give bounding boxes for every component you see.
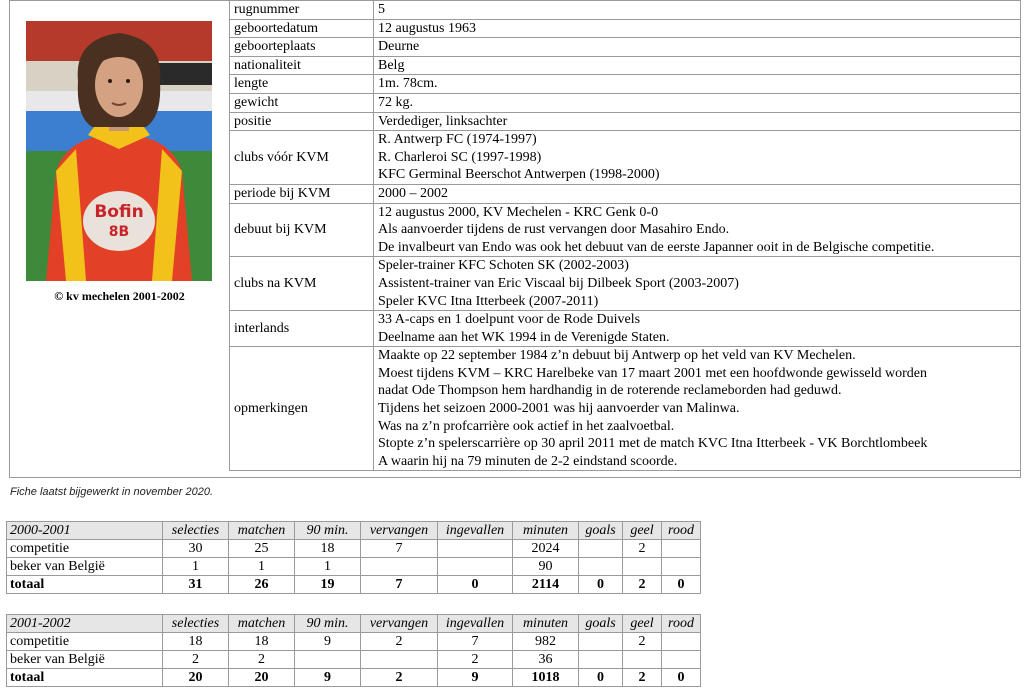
info-value-line: Assistent-trainer van Eric Viscaal bij Dilbeek Sport (2003-2007) bbox=[378, 275, 739, 291]
info-value-line: Speler KVC Itna Itterbeek (2007-2011) bbox=[378, 293, 599, 309]
info-value bbox=[374, 257, 1021, 311]
stats-header-row bbox=[7, 522, 701, 540]
info-label: interlands bbox=[230, 311, 374, 347]
player-photo bbox=[26, 21, 212, 281]
svg-text:Bofin: Bofin bbox=[94, 202, 144, 222]
info-row bbox=[230, 19, 1021, 38]
update-note: Fiche laatst bijgewerkt in november 2020. bbox=[10, 486, 213, 498]
info-value bbox=[374, 131, 1021, 185]
info-value-line: KFC Germinal Beerschot Antwerpen (1998-2000) bbox=[378, 167, 660, 183]
info-value bbox=[374, 75, 1021, 94]
stats-cell: 982 bbox=[513, 633, 579, 651]
info-value bbox=[374, 347, 1021, 471]
info-value bbox=[374, 203, 1021, 257]
stats-cell: 0 bbox=[579, 669, 623, 687]
stats-cell: 2 bbox=[623, 633, 662, 651]
stats-row bbox=[7, 540, 701, 558]
stats-cell: 20 bbox=[163, 669, 229, 687]
stats-row-label: competitie bbox=[7, 540, 163, 558]
info-row bbox=[230, 311, 1021, 347]
info-value-line: 5 bbox=[378, 2, 385, 17]
stats-header-row bbox=[7, 615, 701, 633]
stats-cell bbox=[579, 540, 623, 558]
info-row bbox=[230, 184, 1021, 203]
info-value-line: Stopte z’n spelerscarrière op 30 april 2011 met de match KVC Itna Itterbeek - VK Borchtlombeek bbox=[378, 436, 928, 452]
stats-cell: 1 bbox=[163, 558, 229, 576]
info-row bbox=[230, 38, 1021, 57]
stats-column-header: rood bbox=[662, 522, 701, 540]
stats-cell bbox=[438, 540, 513, 558]
info-value-line: Verdediger, linksachter bbox=[378, 113, 508, 129]
season-label: 2000-2001 bbox=[7, 522, 163, 540]
info-value bbox=[374, 56, 1021, 75]
stats-column-header: minuten bbox=[513, 522, 579, 540]
stats-column-header: 90 min. bbox=[295, 522, 361, 540]
info-value-line: A waarin hij na 79 minuten de 2-2 eindstand scoorde. bbox=[378, 453, 678, 469]
info-value-line: Deelname aan het WK 1994 in de Verenigde Staten. bbox=[378, 329, 670, 345]
stats-row bbox=[7, 651, 701, 669]
stats-column-header: rood bbox=[662, 615, 701, 633]
info-value bbox=[374, 112, 1021, 131]
stats-cell: 2114 bbox=[513, 576, 579, 594]
info-row bbox=[230, 203, 1021, 257]
stats-column-header: geel bbox=[623, 522, 662, 540]
info-value bbox=[374, 311, 1021, 347]
stats-cell: 7 bbox=[438, 633, 513, 651]
stats-cell bbox=[662, 540, 701, 558]
stats-cell bbox=[623, 651, 662, 669]
info-value-line: 12 augustus 2000, KV Mechelen - KRC Genk 0-0 bbox=[378, 204, 659, 220]
stats-row bbox=[7, 576, 701, 594]
photo-cell bbox=[10, 1, 229, 477]
svg-text:8B: 8B bbox=[108, 224, 130, 240]
stats-cell: 2024 bbox=[513, 540, 579, 558]
stats-row bbox=[7, 669, 701, 687]
stats-cell: 18 bbox=[163, 633, 229, 651]
stats-cell: 2 bbox=[623, 540, 662, 558]
stats-cell: 9 bbox=[295, 669, 361, 687]
stats-cell bbox=[662, 651, 701, 669]
stats-cell: 9 bbox=[438, 669, 513, 687]
stats-cell: 0 bbox=[662, 576, 701, 594]
info-value-line: 33 A-caps en 1 doelpunt voor de Rode Duivels bbox=[378, 312, 641, 328]
stats-cell bbox=[662, 558, 701, 576]
info-label: lengte bbox=[230, 75, 374, 94]
stats-cell: 9 bbox=[295, 633, 361, 651]
season-stats-table bbox=[6, 521, 701, 594]
stats-cell: 30 bbox=[163, 540, 229, 558]
info-value-line: Deurne bbox=[378, 39, 420, 55]
info-label: clubs vóór KVM bbox=[230, 131, 374, 185]
info-value-line: De invalbeurt van Endo was ook het debuut van de eerste Japanner ooit in de Belgische competitie. bbox=[378, 239, 935, 255]
player-card bbox=[9, 0, 1021, 478]
stats-column-header: goals bbox=[579, 615, 623, 633]
stats-cell: 18 bbox=[229, 633, 295, 651]
stats-column-header: geel bbox=[623, 615, 662, 633]
stats-column-header: vervangen bbox=[361, 522, 438, 540]
info-value-line: Speler-trainer KFC Schoten SK (2002-2003) bbox=[378, 258, 629, 274]
stats-column-header: vervangen bbox=[361, 615, 438, 633]
stats-cell bbox=[579, 651, 623, 669]
stats-column-header: ingevallen bbox=[438, 615, 513, 633]
player-info-table bbox=[229, 0, 1021, 471]
stats-cell: 2 bbox=[438, 651, 513, 669]
info-value-line: Was na z’n profcarrière ook actief in het zaalvoetbal. bbox=[378, 418, 675, 434]
info-label: geboorteplaats bbox=[230, 38, 374, 57]
info-label: positie bbox=[230, 112, 374, 131]
stats-row-label: competitie bbox=[7, 633, 163, 651]
info-value bbox=[374, 93, 1021, 112]
info-value-line: R. Antwerp FC (1974-1997) bbox=[378, 132, 537, 148]
stats-cell: 1018 bbox=[513, 669, 579, 687]
info-value-line: Als aanvoerder tijdens de rust vervangen door Masahiro Endo. bbox=[378, 222, 730, 238]
stats-row-label: totaal bbox=[7, 576, 163, 594]
stats-cell bbox=[662, 633, 701, 651]
stats-column-header: selecties bbox=[163, 615, 229, 633]
stats-column-header: 90 min. bbox=[295, 615, 361, 633]
season-label: 2001-2002 bbox=[7, 615, 163, 633]
info-label: periode bij KVM bbox=[230, 184, 374, 203]
info-label: opmerkingen bbox=[230, 347, 374, 471]
info-value bbox=[374, 1, 1021, 20]
info-label: debuut bij KVM bbox=[230, 203, 374, 257]
info-label: rugnummer bbox=[230, 1, 374, 20]
stats-row-label: totaal bbox=[7, 669, 163, 687]
stats-cell: 36 bbox=[513, 651, 579, 669]
stats-cell: 7 bbox=[361, 576, 438, 594]
stats-cell bbox=[438, 558, 513, 576]
stats-row bbox=[7, 558, 701, 576]
info-value-line: 12 augustus 1963 bbox=[378, 20, 476, 36]
info-value-line: 1m. 78cm. bbox=[378, 76, 438, 92]
stats-column-header: goals bbox=[579, 522, 623, 540]
stats-cell: 1 bbox=[229, 558, 295, 576]
info-value bbox=[374, 38, 1021, 57]
stats-cell bbox=[579, 633, 623, 651]
stats-cell: 31 bbox=[163, 576, 229, 594]
info-row bbox=[230, 131, 1021, 185]
info-label: nationaliteit bbox=[230, 56, 374, 75]
info-value-line: nadat Ode Thompson hem hardhandig in de roterende reclameborden had geduwd. bbox=[378, 383, 842, 399]
stats-column-header: matchen bbox=[229, 522, 295, 540]
stats-cell bbox=[623, 558, 662, 576]
stats-cell bbox=[579, 558, 623, 576]
info-value-line: Moest tijdens KVM – KRC Harelbeke van 17 maart 2001 met een hoofdwonde gewisseld worden bbox=[378, 365, 927, 381]
stats-cell: 20 bbox=[229, 669, 295, 687]
info-row bbox=[230, 75, 1021, 94]
stats-column-header: matchen bbox=[229, 615, 295, 633]
stats-column-header: selecties bbox=[163, 522, 229, 540]
stats-row-label: beker van België bbox=[7, 558, 163, 576]
stats-cell: 0 bbox=[438, 576, 513, 594]
info-row bbox=[230, 1, 1021, 20]
stats-cell: 2 bbox=[361, 669, 438, 687]
info-value-line: Belg bbox=[378, 57, 405, 73]
season-stats-table bbox=[6, 614, 701, 687]
stats-cell: 19 bbox=[295, 576, 361, 594]
info-value-line: 2000 – 2002 bbox=[378, 185, 448, 201]
info-value bbox=[374, 184, 1021, 203]
stats-cell: 18 bbox=[295, 540, 361, 558]
stats-cell bbox=[361, 558, 438, 576]
info-value bbox=[374, 19, 1021, 38]
stats-cell: 25 bbox=[229, 540, 295, 558]
stats-cell bbox=[361, 651, 438, 669]
stats-cell: 2 bbox=[623, 576, 662, 594]
stats-column-header: minuten bbox=[513, 615, 579, 633]
stats-cell: 0 bbox=[662, 669, 701, 687]
stats-column-header: ingevallen bbox=[438, 522, 513, 540]
info-row bbox=[230, 347, 1021, 471]
info-row bbox=[230, 112, 1021, 131]
info-row bbox=[230, 56, 1021, 75]
stats-cell: 7 bbox=[361, 540, 438, 558]
stats-row-label: beker van België bbox=[7, 651, 163, 669]
info-row bbox=[230, 257, 1021, 311]
stats-row bbox=[7, 633, 701, 651]
info-label: gewicht bbox=[230, 93, 374, 112]
info-value-line: 72 kg. bbox=[378, 94, 413, 110]
stats-cell: 2 bbox=[163, 651, 229, 669]
stats-cell: 90 bbox=[513, 558, 579, 576]
photo-caption: © kv mechelen 2001-2002 bbox=[54, 289, 185, 303]
stats-cell: 1 bbox=[295, 558, 361, 576]
stats-cell: 2 bbox=[623, 669, 662, 687]
info-value-line: Tijdens het seizoen 2000-2001 was hij aanvoerder van Malinwa. bbox=[378, 401, 740, 417]
stats-cell: 2 bbox=[361, 633, 438, 651]
stats-cell: 0 bbox=[579, 576, 623, 594]
info-row bbox=[230, 93, 1021, 112]
stats-cell bbox=[295, 651, 361, 669]
info-value-line: Maakte op 22 september 1984 z’n debuut bij Antwerp op het veld van KV Mechelen. bbox=[378, 348, 856, 364]
info-label: clubs na KVM bbox=[230, 257, 374, 311]
stats-cell: 26 bbox=[229, 576, 295, 594]
info-value-line: R. Charleroi SC (1997-1998) bbox=[378, 149, 542, 165]
stats-cell: 2 bbox=[229, 651, 295, 669]
info-label: geboortedatum bbox=[230, 19, 374, 38]
